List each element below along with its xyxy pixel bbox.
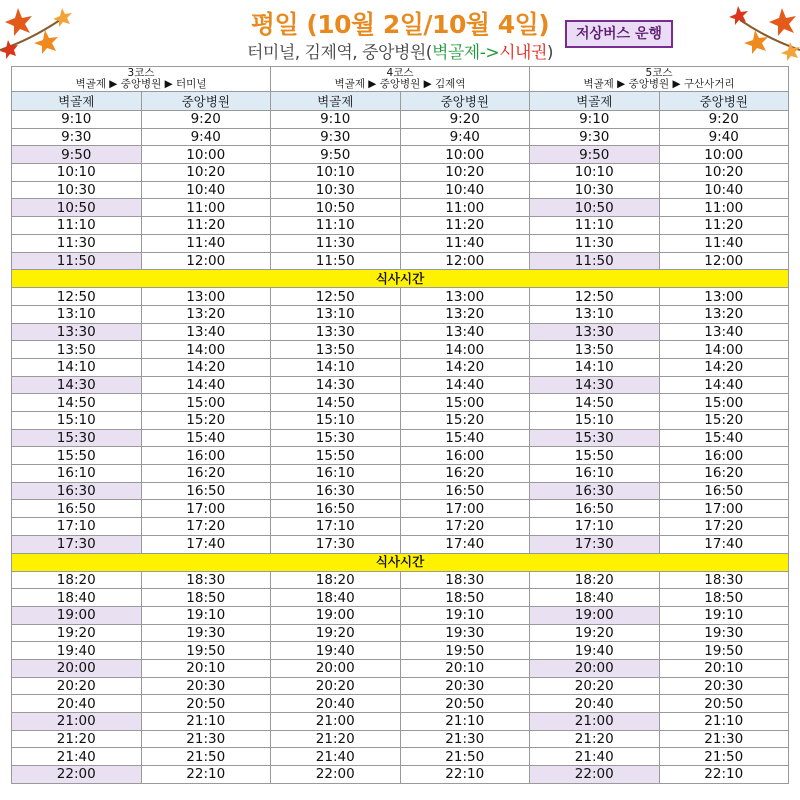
arrival-time-cell: 16:50 [141,482,271,500]
departure-time-cell: 14:30 [12,376,142,394]
departure-time-cell: 17:10 [530,518,660,536]
departure-time-cell: 9:30 [12,128,142,146]
arrival-time-cell: 11:20 [659,217,789,235]
course-route: 벽골제 ▶ 중앙병원 ▶ 터미널 [75,78,207,90]
departure-time-cell: 15:50 [530,447,660,465]
table-row [12,217,789,235]
table-row [12,128,789,146]
departure-time-cell: 14:50 [530,394,660,412]
arrival-time-cell: 21:10 [659,713,789,731]
arrival-time-cell: 18:50 [141,589,271,607]
table-row [12,288,789,306]
departure-time-cell: 10:30 [530,181,660,199]
table-row [12,146,789,164]
column-header: 벽골제 [530,92,660,111]
subtitle-red: 시내권 [499,43,547,63]
arrival-time-cell: 10:00 [400,146,530,164]
departure-time-cell: 9:10 [271,111,401,129]
arrival-time-cell: 15:00 [659,394,789,412]
departure-time-cell: 12:50 [271,288,401,306]
departure-time-cell: 13:30 [12,323,142,341]
departure-time-cell: 13:10 [12,305,142,323]
table-row [12,766,789,784]
lunch-break-label: 식사시간 [12,270,789,288]
arrival-time-cell: 21:10 [141,713,271,731]
arrival-time-cell: 20:10 [141,659,271,677]
table-row [12,677,789,695]
departure-time-cell: 19:00 [530,606,660,624]
arrival-time-cell: 11:20 [141,217,271,235]
departure-time-cell: 20:40 [530,695,660,713]
arrival-time-cell: 13:20 [141,305,271,323]
table-row [12,111,789,129]
departure-time-cell: 15:30 [271,429,401,447]
arrival-time-cell: 16:00 [659,447,789,465]
column-header: 중앙병원 [659,92,789,111]
departure-time-cell: 18:40 [12,589,142,607]
arrival-time-cell: 15:40 [400,429,530,447]
departure-time-cell: 11:30 [271,234,401,252]
arrival-time-cell: 10:00 [659,146,789,164]
table-row [12,642,789,660]
arrival-time-cell: 21:30 [659,730,789,748]
arrival-time-cell: 16:20 [400,465,530,483]
arrival-time-cell: 17:40 [400,535,530,553]
course-4-header [271,67,530,92]
departure-time-cell: 14:30 [530,376,660,394]
arrival-time-cell: 12:00 [659,252,789,270]
arrival-time-cell: 13:00 [400,288,530,306]
low-floor-bus-badge: 저상버스 운행 [565,20,673,48]
departure-time-cell: 20:20 [12,677,142,695]
departure-time-cell: 10:10 [12,164,142,182]
table-row [12,429,789,447]
course-name: 3코스 [127,67,155,79]
column-header: 중앙병원 [400,92,530,111]
departure-time-cell: 11:30 [530,234,660,252]
arrival-time-cell: 9:20 [141,111,271,129]
departure-time-cell: 22:00 [530,766,660,784]
bus-timetable [11,66,789,784]
arrival-time-cell: 14:40 [659,376,789,394]
arrival-time-cell: 19:50 [659,642,789,660]
departure-time-cell: 9:30 [271,128,401,146]
arrival-time-cell: 13:20 [659,305,789,323]
departure-time-cell: 13:50 [530,341,660,359]
departure-time-cell: 16:30 [12,482,142,500]
subtitle-main: 터미널, 김제역, 중앙병원( [246,43,432,63]
arrival-time-cell: 14:40 [141,376,271,394]
arrival-time-cell: 14:20 [141,358,271,376]
arrival-time-cell: 22:10 [141,766,271,784]
departure-time-cell: 16:50 [271,500,401,518]
departure-time-cell: 10:50 [530,199,660,217]
arrival-time-cell: 20:10 [400,659,530,677]
departure-time-cell: 17:10 [271,518,401,536]
departure-time-cell: 14:10 [271,358,401,376]
course-route: 벽골제 ▶ 중앙병원 ▶ 구산사거리 [583,78,735,90]
arrival-time-cell: 13:00 [659,288,789,306]
departure-time-cell: 20:00 [12,659,142,677]
table-row [12,323,789,341]
table-row [12,589,789,607]
departure-time-cell: 19:40 [12,642,142,660]
lunch-break-row [12,270,789,288]
departure-time-cell: 16:10 [12,465,142,483]
arrival-time-cell: 18:50 [400,589,530,607]
departure-time-cell: 22:00 [12,766,142,784]
departure-time-cell: 15:30 [12,429,142,447]
arrival-time-cell: 15:00 [400,394,530,412]
course-5-header [530,67,789,92]
arrival-time-cell: 19:30 [141,624,271,642]
timetable-body [12,111,789,784]
course-3-header [12,67,271,92]
table-row [12,181,789,199]
table-row [12,412,789,430]
departure-time-cell: 9:10 [530,111,660,129]
table-row [12,659,789,677]
arrival-time-cell: 16:00 [400,447,530,465]
table-row [12,376,789,394]
arrival-time-cell: 9:40 [659,128,789,146]
departure-time-cell: 14:50 [12,394,142,412]
departure-time-cell: 13:10 [530,305,660,323]
table-row [12,164,789,182]
arrival-time-cell: 16:50 [659,482,789,500]
departure-time-cell: 12:50 [12,288,142,306]
arrival-time-cell: 20:50 [141,695,271,713]
departure-time-cell: 9:50 [530,146,660,164]
arrival-time-cell: 13:20 [400,305,530,323]
table-row [12,394,789,412]
departure-time-cell: 21:00 [12,713,142,731]
departure-time-cell: 11:10 [530,217,660,235]
arrival-time-cell: 12:00 [141,252,271,270]
departure-time-cell: 11:10 [12,217,142,235]
course-route: 벽골제 ▶ 중앙병원 ▶ 김제역 [334,78,466,90]
arrival-time-cell: 15:20 [659,412,789,430]
departure-time-cell: 13:30 [530,323,660,341]
arrival-time-cell: 14:00 [400,341,530,359]
subtitle-green: 벽골제-> [431,43,500,63]
departure-time-cell: 16:50 [12,500,142,518]
arrival-time-cell: 22:10 [659,766,789,784]
departure-time-cell: 10:50 [12,199,142,217]
arrival-time-cell: 9:40 [400,128,530,146]
table-row [12,305,789,323]
arrival-time-cell: 21:10 [400,713,530,731]
arrival-time-cell: 17:20 [400,518,530,536]
departure-time-cell: 21:00 [271,713,401,731]
departure-time-cell: 20:00 [271,659,401,677]
arrival-time-cell: 16:50 [400,482,530,500]
arrival-time-cell: 19:30 [400,624,530,642]
arrival-time-cell: 19:10 [141,606,271,624]
departure-time-cell: 17:30 [530,535,660,553]
departure-time-cell: 20:20 [271,677,401,695]
arrival-time-cell: 21:50 [141,748,271,766]
arrival-time-cell: 15:40 [141,429,271,447]
departure-time-cell: 15:50 [271,447,401,465]
table-row [12,713,789,731]
table-row [12,518,789,536]
arrival-time-cell: 12:00 [400,252,530,270]
arrival-time-cell: 21:30 [141,730,271,748]
arrival-time-cell: 19:50 [400,642,530,660]
arrival-time-cell: 14:00 [141,341,271,359]
arrival-time-cell: 20:50 [659,695,789,713]
arrival-time-cell: 15:20 [400,412,530,430]
departure-time-cell: 16:50 [530,500,660,518]
page-subtitle [0,38,800,63]
arrival-time-cell: 17:40 [659,535,789,553]
departure-time-cell: 19:20 [271,624,401,642]
arrival-time-cell: 20:30 [141,677,271,695]
departure-time-cell: 20:00 [530,659,660,677]
lunch-break-row [12,553,789,571]
column-header: 중앙병원 [141,92,271,111]
departure-time-cell: 16:10 [530,465,660,483]
arrival-time-cell: 16:20 [659,465,789,483]
course-name: 5코스 [645,67,673,79]
arrival-time-cell: 11:00 [141,199,271,217]
departure-time-cell: 16:10 [271,465,401,483]
departure-time-cell: 14:10 [530,358,660,376]
arrival-time-cell: 11:00 [659,199,789,217]
departure-time-cell: 13:50 [271,341,401,359]
departure-time-cell: 13:50 [12,341,142,359]
course-name: 4코스 [386,67,414,79]
arrival-time-cell: 9:20 [659,111,789,129]
arrival-time-cell: 10:40 [141,181,271,199]
arrival-time-cell: 19:30 [659,624,789,642]
arrival-time-cell: 11:40 [659,234,789,252]
departure-time-cell: 17:30 [271,535,401,553]
table-row [12,695,789,713]
arrival-time-cell: 18:30 [141,571,271,589]
departure-time-cell: 16:30 [271,482,401,500]
table-row [12,535,789,553]
departure-time-cell: 20:20 [530,677,660,695]
lunch-break-label: 식사시간 [12,553,789,571]
table-row [12,252,789,270]
arrival-time-cell: 20:10 [659,659,789,677]
arrival-time-cell: 17:20 [659,518,789,536]
departure-time-cell: 10:10 [530,164,660,182]
arrival-time-cell: 17:20 [141,518,271,536]
table-row [12,748,789,766]
departure-time-cell: 15:50 [12,447,142,465]
table-row [12,606,789,624]
departure-time-cell: 22:00 [271,766,401,784]
departure-time-cell: 12:50 [530,288,660,306]
table-row [12,482,789,500]
arrival-time-cell: 15:40 [659,429,789,447]
arrival-time-cell: 20:50 [400,695,530,713]
column-header: 벽골제 [271,92,401,111]
departure-time-cell: 21:00 [530,713,660,731]
arrival-time-cell: 10:20 [659,164,789,182]
departure-time-cell: 18:40 [271,589,401,607]
arrival-time-cell: 21:30 [400,730,530,748]
departure-time-cell: 21:20 [530,730,660,748]
departure-time-cell: 11:10 [271,217,401,235]
arrival-time-cell: 19:50 [141,642,271,660]
arrival-time-cell: 13:40 [659,323,789,341]
departure-time-cell: 18:20 [12,571,142,589]
arrival-time-cell: 14:20 [659,358,789,376]
arrival-time-cell: 22:10 [400,766,530,784]
arrival-time-cell: 15:00 [141,394,271,412]
departure-time-cell: 19:40 [530,642,660,660]
subtitle-close: ) [546,43,554,63]
departure-time-cell: 9:50 [271,146,401,164]
departure-time-cell: 20:40 [12,695,142,713]
departure-time-cell: 9:10 [12,111,142,129]
departure-time-cell: 9:50 [12,146,142,164]
arrival-time-cell: 16:20 [141,465,271,483]
arrival-time-cell: 21:50 [400,748,530,766]
arrival-time-cell: 13:40 [400,323,530,341]
departure-time-cell: 19:20 [12,624,142,642]
table-row [12,358,789,376]
arrival-time-cell: 14:40 [400,376,530,394]
departure-time-cell: 18:20 [271,571,401,589]
departure-time-cell: 11:50 [530,252,660,270]
departure-time-cell: 21:20 [12,730,142,748]
arrival-time-cell: 21:50 [659,748,789,766]
departure-time-cell: 18:20 [530,571,660,589]
departure-time-cell: 19:20 [530,624,660,642]
table-row [12,571,789,589]
departure-time-cell: 21:20 [271,730,401,748]
arrival-time-cell: 10:40 [400,181,530,199]
departure-time-cell: 19:00 [271,606,401,624]
arrival-time-cell: 17:00 [400,500,530,518]
departure-time-cell: 21:40 [12,748,142,766]
arrival-time-cell: 20:30 [659,677,789,695]
departure-time-cell: 13:30 [271,323,401,341]
departure-time-cell: 15:30 [530,429,660,447]
departure-time-cell: 10:50 [271,199,401,217]
departure-time-cell: 13:10 [271,305,401,323]
arrival-time-cell: 10:40 [659,181,789,199]
departure-time-cell: 21:40 [530,748,660,766]
course-header-row [12,67,789,92]
arrival-time-cell: 19:10 [400,606,530,624]
arrival-time-cell: 10:00 [141,146,271,164]
departure-time-cell: 10:30 [12,181,142,199]
departure-time-cell: 10:10 [271,164,401,182]
arrival-time-cell: 13:00 [141,288,271,306]
departure-time-cell: 18:40 [530,589,660,607]
arrival-time-cell: 14:20 [400,358,530,376]
arrival-time-cell: 18:50 [659,589,789,607]
departure-time-cell: 15:10 [12,412,142,430]
table-row [12,447,789,465]
arrival-time-cell: 17:00 [659,500,789,518]
arrival-time-cell: 17:00 [141,500,271,518]
departure-time-cell: 14:30 [271,376,401,394]
column-header: 벽골제 [12,92,142,111]
arrival-time-cell: 11:00 [400,199,530,217]
departure-time-cell: 15:10 [530,412,660,430]
arrival-time-cell: 9:20 [400,111,530,129]
departure-time-cell: 20:40 [271,695,401,713]
table-row [12,234,789,252]
arrival-time-cell: 16:00 [141,447,271,465]
table-row [12,199,789,217]
arrival-time-cell: 18:30 [659,571,789,589]
arrival-time-cell: 9:40 [141,128,271,146]
departure-time-cell: 11:50 [271,252,401,270]
departure-time-cell: 15:10 [271,412,401,430]
arrival-time-cell: 18:30 [400,571,530,589]
arrival-time-cell: 10:20 [141,164,271,182]
departure-time-cell: 10:30 [271,181,401,199]
departure-time-cell: 9:30 [530,128,660,146]
table-row [12,500,789,518]
departure-time-cell: 17:30 [12,535,142,553]
departure-time-cell: 14:50 [271,394,401,412]
table-row [12,465,789,483]
departure-time-cell: 17:10 [12,518,142,536]
arrival-time-cell: 15:20 [141,412,271,430]
arrival-time-cell: 11:40 [141,234,271,252]
departure-time-cell: 21:40 [271,748,401,766]
departure-time-cell: 16:30 [530,482,660,500]
arrival-time-cell: 11:20 [400,217,530,235]
arrival-time-cell: 13:40 [141,323,271,341]
arrival-time-cell: 17:40 [141,535,271,553]
departure-time-cell: 14:10 [12,358,142,376]
page-title: 평일 (10월 2일/10월 4일) [250,10,550,39]
table-row [12,730,789,748]
departure-time-cell: 11:30 [12,234,142,252]
table-row [12,341,789,359]
column-header-row [12,92,789,111]
arrival-time-cell: 11:40 [400,234,530,252]
table-row [12,624,789,642]
departure-time-cell: 19:40 [271,642,401,660]
arrival-time-cell: 10:20 [400,164,530,182]
departure-time-cell: 11:50 [12,252,142,270]
departure-time-cell: 19:00 [12,606,142,624]
arrival-time-cell: 20:30 [400,677,530,695]
arrival-time-cell: 19:10 [659,606,789,624]
arrival-time-cell: 14:00 [659,341,789,359]
